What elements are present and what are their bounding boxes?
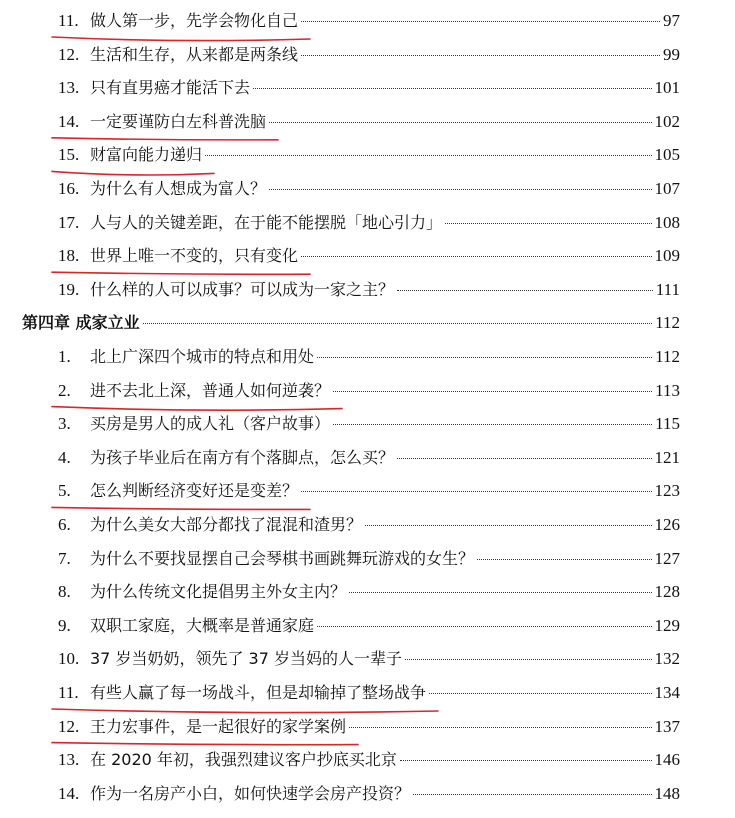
toc-entry-title: 为孩子毕业后在南方有个落脚点，怎么买？ — [90, 447, 395, 467]
toc-entry-title: 财富向能力递归 — [90, 145, 203, 165]
toc-entry-number: 3. — [58, 414, 71, 434]
toc-entry[interactable] — [58, 241, 680, 271]
toc-entry-title: 一定要谨防白左科普洗脑 — [90, 111, 267, 131]
toc-entry-number: 16. — [58, 179, 80, 198]
dot-leader — [317, 357, 652, 358]
dot-leader — [317, 626, 651, 627]
dot-leader — [400, 760, 652, 761]
toc-entry-title: 只有直男癌才能活下去 — [90, 78, 251, 98]
dot-leader — [397, 458, 651, 459]
dot-leader — [269, 189, 651, 190]
page-number: 137 — [654, 716, 680, 736]
toc-entry-title: 王力宏事件，是一起很好的家学案例 — [90, 716, 347, 736]
toc-entry-title: 为什么美女大部分都找了混混和渣男？ — [90, 515, 363, 534]
page-number: 112 — [655, 347, 680, 366]
toc-entry[interactable] — [58, 577, 680, 607]
page-number: 97 — [663, 11, 680, 30]
toc-entry[interactable] — [58, 510, 680, 540]
toc-entry[interactable] — [58, 208, 680, 238]
toc-entry[interactable] — [58, 644, 680, 674]
dot-leader — [253, 88, 651, 89]
toc-entry-title: 做人第一步，先学会物化自己 — [90, 11, 299, 30]
toc-entry-title: 买房是男人的成人礼（客户故事） — [90, 414, 331, 434]
page-number: 132 — [654, 649, 680, 669]
toc-entry-number: 10. — [58, 649, 80, 669]
toc-entry[interactable] — [58, 73, 680, 103]
toc-entry-title: 世界上唯一不变的，只有变化 — [90, 246, 299, 266]
dot-leader — [477, 559, 651, 560]
toc-entry[interactable] — [58, 745, 680, 775]
toc-entry-number: 19. — [58, 279, 80, 299]
toc-entry[interactable] — [58, 275, 680, 305]
page-number: 105 — [654, 145, 680, 165]
page-number: 146 — [654, 750, 680, 770]
toc-entry-number: 11. — [58, 683, 79, 702]
dot-leader — [143, 323, 653, 324]
page-number: 126 — [654, 515, 680, 534]
toc-entry[interactable] — [58, 409, 680, 439]
page-number: 129 — [654, 615, 680, 635]
toc-entry-title: 双职工家庭，大概率是普通家庭 — [90, 615, 315, 635]
page-number: 115 — [655, 414, 680, 434]
toc-entry-title: 为什么不要找显摆自己会琴棋书画跳舞玩游戏的女生？ — [90, 548, 475, 568]
toc-entry[interactable] — [58, 342, 680, 372]
toc-entry[interactable] — [58, 6, 680, 36]
page-number: 102 — [654, 111, 680, 131]
page-number: 148 — [654, 783, 680, 803]
dot-leader — [397, 290, 653, 291]
toc-entry-title: 作为一名房产小白，如何快速学会房产投资？ — [90, 783, 411, 803]
toc-entry-title: 人与人的关键差距，在于能不能摆脱「地心引力」 — [90, 212, 443, 232]
toc-entry-number: 14. — [58, 783, 80, 803]
toc-entry-number: 15. — [58, 145, 80, 165]
dot-leader — [445, 223, 651, 224]
toc-entry-title: 什么样的人可以成事？可以成为一家之主？ — [90, 279, 395, 299]
toc-entry[interactable] — [58, 712, 680, 742]
toc-entry-title: 为什么传统文化提倡男主外女主内？ — [90, 582, 347, 602]
page-number: 107 — [654, 179, 680, 198]
dot-leader — [301, 256, 651, 257]
dot-leader — [301, 21, 660, 22]
page-number: 99 — [663, 44, 680, 64]
dot-leader — [205, 155, 651, 156]
dot-leader — [349, 592, 651, 593]
toc-chapter-heading[interactable] — [22, 308, 680, 338]
toc-entry[interactable] — [58, 779, 680, 809]
page-number: 112 — [655, 313, 680, 333]
toc-entry[interactable] — [58, 611, 680, 641]
dot-leader — [365, 525, 651, 526]
dot-leader — [333, 424, 652, 425]
dot-leader — [405, 659, 652, 660]
page-number: 108 — [654, 212, 680, 232]
dot-leader — [269, 122, 651, 123]
toc-entry[interactable] — [58, 107, 680, 137]
dot-leader — [301, 491, 651, 492]
toc-entry[interactable] — [58, 40, 680, 70]
page-number: 127 — [654, 548, 680, 568]
toc-entry[interactable] — [58, 443, 680, 473]
chapter-title: 第四章 成家立业 — [22, 313, 140, 333]
toc-entry-number: 14. — [58, 111, 80, 131]
toc-entry-number: 13. — [58, 750, 80, 770]
dot-leader — [413, 794, 651, 795]
toc-entry-title: 为什么有人想成为富人？ — [90, 179, 267, 198]
page-number: 134 — [654, 683, 680, 702]
toc-entry-title: 生活和生存，从来都是两条线 — [90, 44, 299, 64]
page-number: 113 — [655, 380, 680, 400]
toc-entry-title: 怎么判断经济变好还是变差？ — [90, 481, 299, 501]
dot-leader — [349, 727, 651, 728]
toc-entry-number: 17. — [58, 212, 80, 232]
toc-entry-number: 11. — [58, 11, 79, 30]
page-number: 101 — [654, 78, 680, 98]
toc-entry-number: 6. — [58, 515, 71, 534]
dot-leader — [429, 693, 651, 694]
toc-entry-number: 4. — [58, 447, 71, 467]
toc-entry-number: 9. — [58, 615, 71, 635]
toc-entry-number: 18. — [58, 246, 80, 266]
toc-entry-number: 12. — [58, 44, 80, 64]
toc-entry-number: 1. — [58, 347, 71, 366]
toc-entry[interactable] — [58, 476, 680, 506]
toc-entry[interactable] — [58, 376, 680, 406]
page-number: 109 — [654, 246, 680, 266]
toc-entry[interactable] — [58, 678, 680, 708]
toc-entry[interactable] — [58, 140, 680, 170]
toc-entry-title: 37 岁当奶奶，领先了 37 岁当妈的人一辈子 — [90, 649, 402, 669]
dot-leader — [301, 55, 660, 56]
toc-entry-number: 7. — [58, 548, 71, 568]
page-number: 128 — [654, 582, 680, 602]
toc-entry-number: 12. — [58, 716, 80, 736]
toc-entry-number: 8. — [58, 582, 71, 602]
toc-entry-title: 在 2020 年初，我强烈建议客户抄底买北京 — [90, 750, 397, 770]
toc-entry-title: 有些人赢了每一场战斗，但是却输掉了整场战争 — [90, 683, 427, 702]
toc-entry[interactable] — [58, 174, 680, 204]
dot-leader — [333, 391, 652, 392]
toc-entry-title: 北上广深四个城市的特点和用处 — [90, 347, 315, 366]
toc-entry-number: 13. — [58, 78, 80, 98]
toc-entry-number: 5. — [58, 481, 71, 501]
page-number: 123 — [654, 481, 680, 501]
page-number: 111 — [655, 279, 680, 299]
page-number: 121 — [654, 447, 680, 467]
toc-entry[interactable] — [58, 544, 680, 574]
toc-entry-number: 2. — [58, 380, 71, 400]
toc-entry-title: 进不去北上深，普通人如何逆袭？ — [90, 380, 331, 400]
